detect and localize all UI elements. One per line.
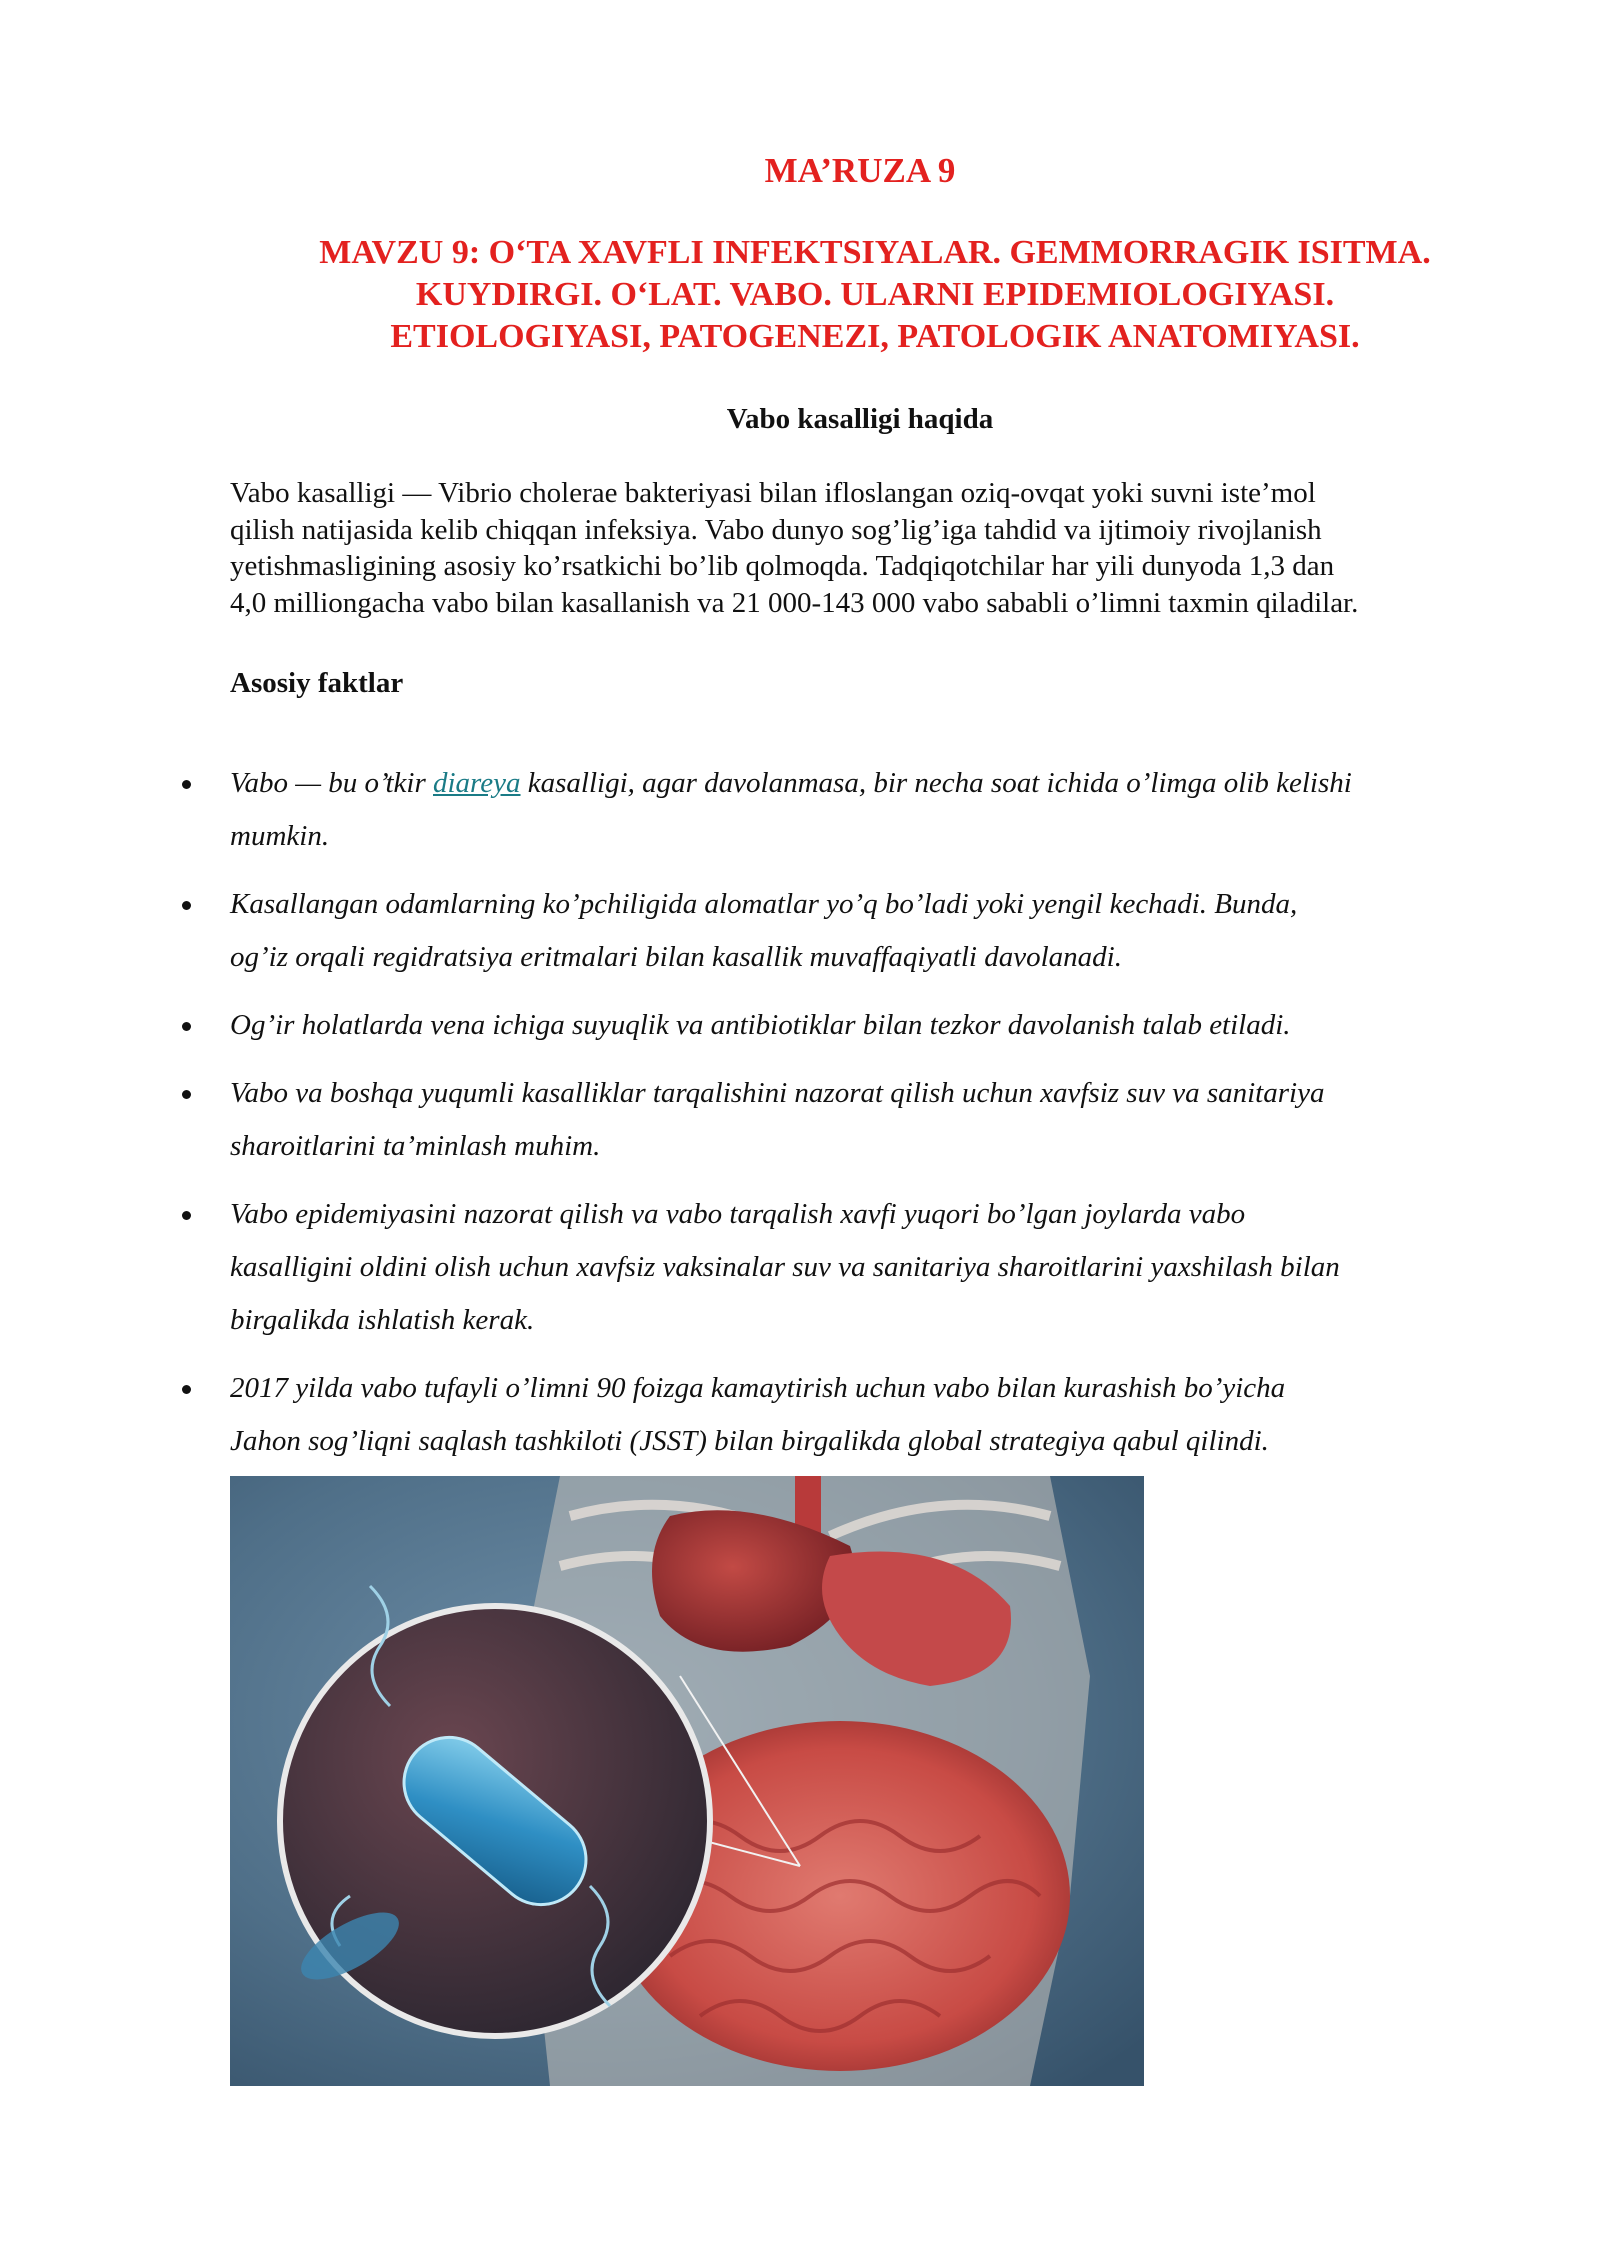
fact-2-line-2: og’iz orqali regidratsiya eritmalari bilan kasallik muvaffaqiyatli davolanadi.	[230, 941, 1122, 973]
cholera-illustration	[230, 1476, 1144, 2086]
fact-4-line-1: Vabo va boshqa yuqumli kasalliklar tarqalishini nazorat qilish uchun xavfsiz suv va sanitariya	[230, 1077, 1325, 1109]
list-item	[230, 878, 1530, 984]
bullet-icon	[182, 1022, 191, 1031]
fact-5-line-1: Vabo epidemiyasini nazorat qilish va vabo tarqalish xavfi yuqori bo’lgan joylarda vabo	[230, 1198, 1246, 1230]
list-item	[230, 1067, 1530, 1173]
diareya-link[interactable]: diareya	[433, 767, 521, 799]
fact-1-line-2: mumkin.	[230, 820, 330, 852]
intro-line-1: Vabo kasalligi — Vibrio cholerae bakteriyasi bilan ifloslangan oziq-ovqat yoki suvni iste’mol	[230, 477, 1316, 509]
fact-1-text-end: kasalligi, agar davolanmasa, bir necha soat ichida o’limga olib kelishi	[520, 767, 1352, 799]
fact-6-line-2: Jahon sog’liqni saqlash tashkiloti (JSST) bilan birgalikda global strategiya qabul qilindi.	[230, 1425, 1269, 1457]
intro-paragraph	[230, 475, 1530, 621]
topic-line-2: KUYDIRGI. O‘LAT. VABO. ULARNI EPIDEMIOLOGIYASI.	[415, 276, 1335, 313]
illustration-svg	[230, 1476, 1144, 2086]
fact-5-line-3: birgalikda ishlatish kerak.	[230, 1304, 535, 1336]
fact-3-line-1: Og’ir holatlarda vena ichiga suyuqlik va antibiotiklar bilan tezkor davolanish talab etiladi.	[230, 1009, 1291, 1041]
fact-6-line-1: 2017 yilda vabo tufayli o’limni 90 foizga kamaytirish uchun vabo bilan kurashish bo’yicha	[230, 1372, 1286, 1404]
list-item	[230, 757, 1530, 863]
fact-1-line-1	[230, 757, 1530, 810]
bullet-icon	[182, 1211, 191, 1220]
list-item	[230, 999, 1530, 1052]
lecture-number: MA’RUZA 9	[764, 151, 956, 190]
intro-line-4: 4,0 milliongacha vabo bilan kasallanish va 21 000-143 000 vabo sababli o’limni taxmin qiladilar.	[230, 586, 1359, 619]
intro-line-3: yetishmasligining asosiy ko’rsatkichi bo’lib qolmoqda. Tadqiqotchilar har yili dunyoda 1,3 dan	[230, 550, 1335, 582]
section-title: Vabo kasalligi haqida	[726, 403, 994, 435]
intro-line-2: qilish natijasida kelib chiqqan infeksiya. Vabo dunyo sog’lig’iga tahdid va ijtimoiy rivojlanish	[230, 513, 1322, 546]
facts-list	[230, 757, 1530, 1483]
bullet-icon	[182, 780, 191, 789]
lecture-topic-title	[210, 232, 1540, 358]
bullet-icon	[182, 901, 191, 910]
bullet-icon	[182, 1385, 191, 1394]
topic-line-3: ETIOLOGIYASI, PATOGENEZI, PATOLOGIK ANATOMIYASI.	[390, 318, 1360, 355]
fact-2-line-1: Kasallangan odamlarning ko’pchiligida alomatlar yo’q bo’ladi yoki yengil kechadi. Bunda,	[230, 888, 1298, 920]
topic-line-1: MAVZU 9: O‘TA XAVFLI INFEKTSIYALAR. GEMMORRAGIK ISITMA.	[319, 234, 1431, 271]
facts-heading: Asosiy faktlar	[230, 667, 404, 699]
fact-1-text-start: Vabo — bu o’tkir	[230, 767, 433, 799]
list-item	[230, 1362, 1530, 1468]
bullet-icon	[182, 1090, 191, 1099]
fact-4-line-2: sharoitlarini ta’minlash muhim.	[230, 1130, 601, 1162]
fact-5-line-2: kasalligini oldini olish uchun xavfsiz vaksinalar suv va sanitariya sharoitlarini yaxshilash bilan	[230, 1251, 1340, 1283]
list-item	[230, 1188, 1530, 1347]
